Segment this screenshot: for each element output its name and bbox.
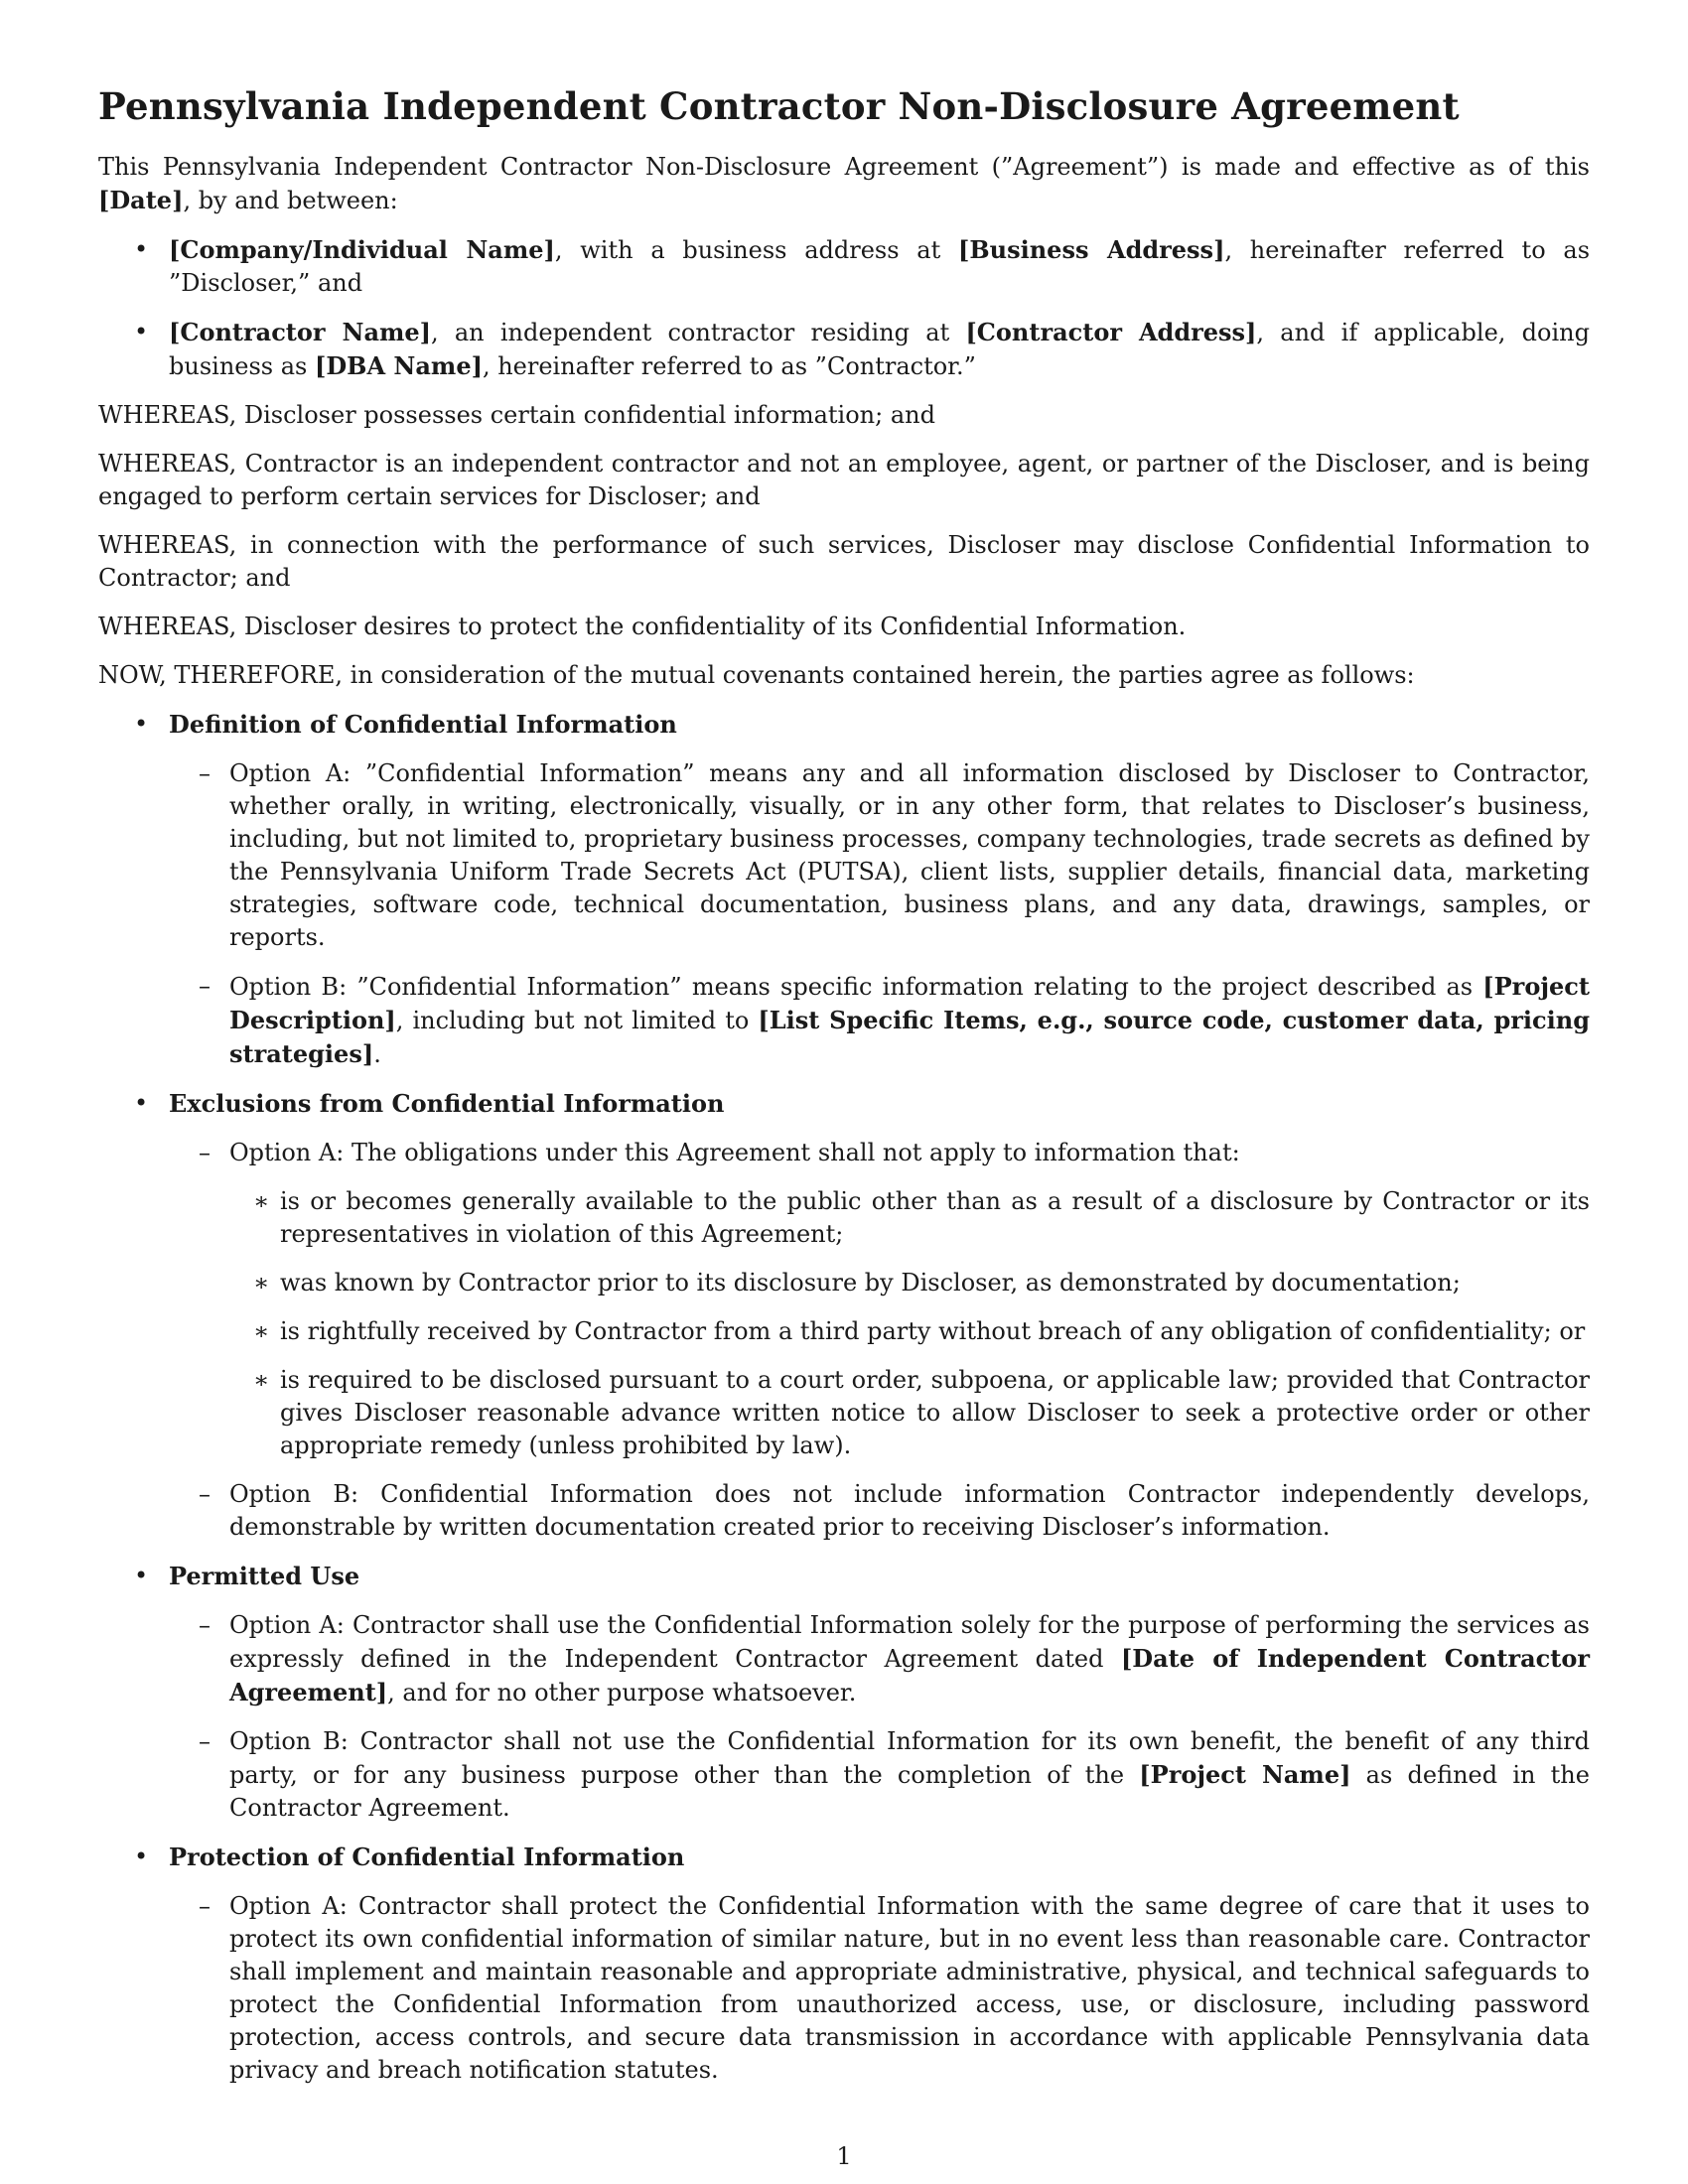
sections-list xyxy=(98,708,1590,2087)
ic-agreement-date-placeholder: [Date of Independent Contractor Agreement] xyxy=(229,1644,1590,1707)
specific-items-placeholder: [List Specific Items, e.g., source code, customer data, pricing strategies] xyxy=(229,1006,1590,1069)
option-item: – Option A: Contractor shall use the Confidential Information solely for the purpose of performing the services as expressly defined in the Independent Contractor Agreement dated [Date of Independent Contractor Agreement], and for no other purpose whatsoever. xyxy=(169,1609,1590,1709)
section-exclusions xyxy=(98,1087,1590,1544)
date-placeholder: [Date] xyxy=(98,186,184,215)
section-heading: Exclusions from Confidential Information xyxy=(169,1089,725,1119)
section-permitted-use xyxy=(98,1560,1590,1825)
document-body xyxy=(98,83,1590,2103)
option-item: – Option A: Contractor shall protect the Confidential Information with the same degree of care that it uses to protect its own confidential information of similar nature, but in no event less than reasonable care. Contractor shall implement and maintain reasonable and appropriate administrative, physical, and technical safeguards to protect the Confidential Information from unauthorized access, use, or disclosure, including password protection, access controls, and secure data transmission in accordance with applicable Pennsylvania data privacy and breach notification statutes. xyxy=(169,1890,1590,2087)
option-item: – Option B: Contractor shall not use the Confidential Information for its own benefit, the benefit of any third party, or for any business purpose other than the completion of the [Project Name] as defined in the Contractor Agreement. xyxy=(169,1725,1590,1825)
recital-paragraph: WHEREAS, Contractor is an independent contractor and not an employee, agent, or partner of the Discloser, and is being engaged to perform certain services for Discloser; and xyxy=(98,450,1590,511)
dba-name-placeholder: [DBA Name] xyxy=(315,351,483,381)
party-discloser: • [Company/Individual Name], with a business address at [Business Address], hereinafter referred to as ”Discloser,” and xyxy=(98,233,1590,300)
recital-paragraph: WHEREAS, Discloser desires to protect the confidentiality of its Confidential Information. xyxy=(98,613,1187,641)
recital-paragraph: WHEREAS, Discloser possesses certain confidential information; and xyxy=(98,401,935,430)
project-name-placeholder: [Project Name] xyxy=(1139,1760,1351,1790)
exclusion-list xyxy=(229,1185,1590,1462)
exclusion-item: ∗ is or becomes generally available to the public other than as a result of a disclosure by Contractor or its representatives in violation of this Agreement; xyxy=(229,1185,1590,1251)
project-description-placeholder: [Project Description] xyxy=(229,972,1590,1035)
contractor-name-placeholder: [Contractor Name] xyxy=(169,318,432,347)
option-list xyxy=(169,1609,1590,1825)
now-therefore-paragraph: NOW, THEREFORE, in consideration of the mutual covenants contained herein, the parties agree as follows: xyxy=(98,661,1415,690)
option-item: – Option A: The obligations under this Agreement shall not apply to information that: ∗ is or becomes generally available to the public other than as a result of a disclosure by Contractor or its representatives in violation of this Agreement; ∗ was known by Contractor prior to its disclosure by Discloser, as demonstrated by documentation; ∗ is rightfully received by Contractor from a third party without breach of any obligation of confidentiality; or ∗ is required to be disclosed pursuant to a court order, subpoena, or applicable law; provided that Contractor gives Discloser reasonable advance written notice to allow Discloser to seek a protective order or other appropriate remedy (unless prohibited by law). xyxy=(169,1137,1590,1462)
exclusion-item: ∗ was known by Contractor prior to its disclosure by Discloser, as demonstrated by documentation; xyxy=(229,1267,1590,1299)
exclusion-item: ∗ is required to be disclosed pursuant to a court order, subpoena, or applicable law; provided that Contractor gives Discloser reasonable advance written notice to allow Discloser to seek a protective order or other appropriate remedy (unless prohibited by law). xyxy=(229,1364,1590,1462)
company-name-placeholder: [Company/Individual Name] xyxy=(169,235,555,265)
option-item: – Option A: ”Confidential Information” means any and all information disclosed by Discloser to Contractor, whether orally, in writing, electronically, visually, or in any other form, that relates to Discloser’s business, including, but not limited to, proprietary business processes, company technologies, trade secrets as defined by the Pennsylvania Uniform Trade Secrets Act (PUTSA), client lists, supplier details, financial data, marketing strategies, software code, technical documentation, business plans, and any data, drawings, samples, or reports. xyxy=(169,757,1590,954)
section-heading: Permitted Use xyxy=(169,1562,360,1591)
section-protection xyxy=(98,1841,1590,2087)
option-item: – Option B: Confidential Information does not include information Contractor independently develops, demonstrable by written documentation created prior to receiving Discloser’s information. xyxy=(169,1478,1590,1544)
document-title: Pennsylvania Independent Contractor Non-Disclosure Agreement xyxy=(98,84,1460,128)
page-number: 1 xyxy=(836,2142,852,2170)
contractor-address-placeholder: [Contractor Address] xyxy=(965,318,1257,347)
business-address-placeholder: [Business Address] xyxy=(958,235,1225,265)
option-list xyxy=(169,1137,1590,1544)
section-heading: Protection of Confidential Information xyxy=(169,1843,685,1872)
exclusion-item: ∗ is rightfully received by Contractor from a third party without breach of any obligation of confidentiality; or xyxy=(229,1315,1590,1348)
party-contractor: • [Contractor Name], an independent contractor residing at [Contractor Address], and if applicable, doing business as [DBA Name], hereinafter referred to as ”Contractor.” xyxy=(98,316,1590,383)
intro-paragraph: This Pennsylvania Independent Contractor Non-Disclosure Agreement (”Agreement”) is made and effective as of this [Date], by and between: xyxy=(98,153,1590,215)
option-list xyxy=(169,1890,1590,2087)
section-definition xyxy=(98,708,1590,1071)
section-heading: Definition of Confidential Information xyxy=(169,710,677,740)
parties-list xyxy=(98,233,1590,383)
option-list xyxy=(169,757,1590,1071)
option-item: – Option B: ”Confidential Information” means specific information relating to the project described as [Project Description], including but not limited to [List Specific Items, e.g., source code, customer data, pricing strategies]. xyxy=(169,970,1590,1071)
recital-paragraph: WHEREAS, in connection with the performance of such services, Discloser may disclose Confidential Information to Contractor; and xyxy=(98,531,1590,593)
